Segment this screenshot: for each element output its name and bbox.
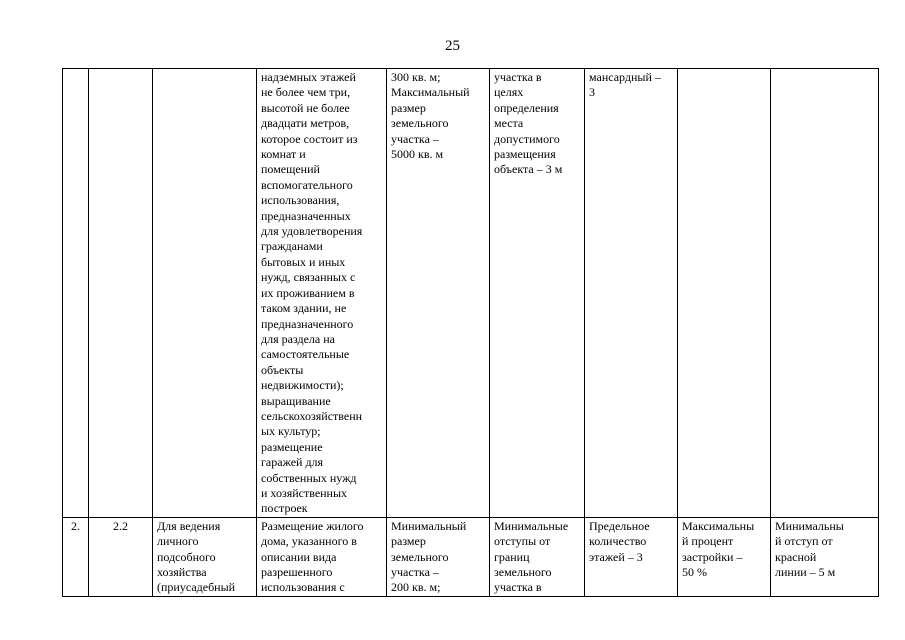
table-cell-plot-size: 300 кв. м; Максимальный размер земельного участка – 5000 кв. м <box>387 69 490 518</box>
table-cell-number <box>63 69 89 518</box>
table-cell-code <box>89 69 153 518</box>
table-cell-use-type: Для ведения личного подсобного хозяйства (приусадебный <box>153 517 257 596</box>
table-cell-number: 2. <box>63 517 89 596</box>
table-cell-red-line <box>771 69 879 518</box>
table-cell-red-line: Минимальны й отступ от красной линии – 5 м <box>771 517 879 596</box>
table-cell-coverage <box>678 69 771 518</box>
table-cell-description: Размещение жилого дома, указанного в описании вида разрешенного использования с <box>257 517 387 596</box>
page-number: 25 <box>445 38 460 54</box>
table-row <box>63 517 879 596</box>
table-cell-setbacks: участка в целях определения места допустимого размещения объекта – 3 м <box>490 69 585 518</box>
table-cell-floors: Предельное количество этажей – 3 <box>585 517 678 596</box>
table-cell-setbacks: Минимальные отступы от границ земельного участка в <box>490 517 585 596</box>
zoning-table <box>62 68 879 597</box>
table-cell-floors: мансардный – 3 <box>585 69 678 518</box>
table-cell-use-type <box>153 69 257 518</box>
table-row <box>63 69 879 518</box>
table-cell-coverage: Максимальны й процент застройки – 50 % <box>678 517 771 596</box>
table-cell-code: 2.2 <box>89 517 153 596</box>
table-cell-plot-size: Минимальный размер земельного участка – 200 кв. м; <box>387 517 490 596</box>
table-cell-description: надземных этажей не более чем три, высотой не более двадцати метров, которое состоит из комнат и помещений вспомогательного использования, предназначенных для удовлетворения гражданами бытовых и иных нужд, связанных с их проживанием в таком здании, не предназначенного для раздела на самостоятельные объекты недвижимости); выращивание сельскохозяйственн ых культур; размещение гаражей для собственных нужд и хозяйственных пострoек <box>257 69 387 518</box>
